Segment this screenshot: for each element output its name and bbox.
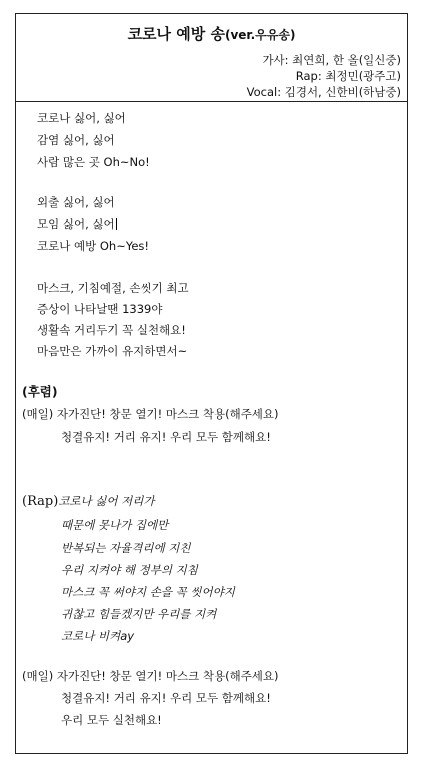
rap-line: 우리 지켜야 해 정부의 지침 — [61, 563, 198, 577]
text-cursor — [116, 218, 117, 230]
chorus2-line: (매일) 자가진단! 창문 열기! 마스크 착용(해주세요) — [22, 669, 279, 683]
verse2-line[interactable] — [37, 217, 117, 231]
page-title — [16, 23, 407, 44]
verse1-line: 감염 싫어, 싫어 — [37, 133, 115, 147]
rap-line: 반복되는 자율격리에 지친 — [61, 541, 191, 555]
verse2-line: 코로나 예방 Oh~Yes! — [37, 239, 150, 253]
header-section — [16, 14, 407, 102]
rap-line: 마스크 꼭 써야지 손을 꼭 씻어야지 — [61, 585, 235, 599]
rap-line: 때문에 못나가 집에만 — [61, 518, 169, 532]
verse1-line: 사람 많은 곳 Oh~No! — [37, 155, 150, 169]
verse3-line: 증상이 나타날땐 1339야 — [37, 302, 163, 316]
verse3-line: 생활속 거리두기 꼭 실천해요! — [37, 323, 186, 337]
chorus-heading: (후렴) — [22, 384, 58, 399]
rap-line: 코로나 싫어 저리가 — [58, 494, 155, 508]
chorus1-line: 청결유지! 거리 유지! 우리 모두 함께해요! — [61, 430, 271, 444]
title-version: (ver.우유송) — [224, 28, 296, 42]
rap-line: 코로나 비켜ay — [61, 629, 135, 643]
chorus2-line: 우리 모두 실천해요! — [61, 713, 162, 727]
title-main: 코로나 예방 송 — [127, 25, 225, 43]
verse3-line: 마스크, 기침예절, 손씻기 최고 — [37, 281, 189, 295]
rap-label: (Rap) — [22, 494, 59, 509]
chorus2-line: 청결유지! 거리 유지! 우리 모두 함께해요! — [61, 691, 271, 705]
rap-line: 귀찮고 힘들겠지만 우리를 지켜 — [61, 607, 217, 621]
verse1-line: 코로나 싫어, 싫어 — [37, 111, 126, 125]
credit-rap: Rap: 최정민(광주고) — [295, 69, 401, 83]
verse2-line: 외출 싫어, 싫어 — [37, 195, 115, 209]
verse3-line: 마음만은 가까이 유지하면서~ — [37, 344, 188, 358]
chorus1-line: (매일) 자가진단! 창문 열기! 마스크 착용(해주세요) — [22, 407, 279, 421]
credit-lyrics: 가사: 최연희, 한 올(일신중) — [262, 53, 401, 67]
credit-vocal: Vocal: 김경서, 신한비(하남중) — [246, 85, 401, 99]
verse2-line-text: 모임 싫어, 싫어 — [37, 217, 115, 231]
rap-first-line — [22, 494, 155, 509]
